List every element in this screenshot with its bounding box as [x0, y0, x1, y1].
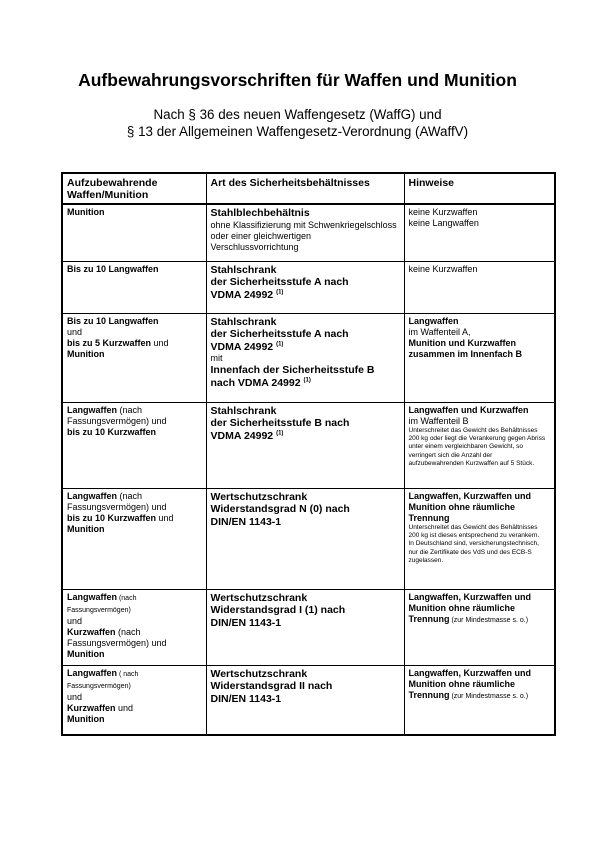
row-2-items: Bis zu 10 Langwaffen: [62, 261, 206, 313]
row-1-items: Munition: [62, 204, 206, 261]
row-1-notes: [404, 204, 555, 261]
row-7-items-and: und: [67, 691, 83, 702]
row-3-container-inner-norm: nach VDMA 24992 $^{(1)}$: [210, 376, 311, 389]
row-6-items-short: Kurzwaffen: [67, 626, 116, 637]
row-5-items-long: Langwaffen: [67, 490, 118, 501]
table-row: [62, 488, 555, 589]
header-items-line-2: Waffen/Munition: [67, 189, 149, 201]
row-4-container: [206, 402, 404, 488]
header-items-line-1: Aufzubewahrende: [67, 177, 158, 189]
row-1-container-type: Stahlblechbehältnis: [210, 207, 310, 219]
row-5-container-norm: DIN/EN 1143-1: [210, 515, 282, 528]
row-6-container-type: Wertschutzschrank: [210, 591, 308, 604]
row-5-note-insurance: In Deutschland sind, versicherungstechnisch, nur die Zertifikate des VdS und des ECB-S zugelassen.: [408, 540, 539, 565]
row-7-items-ammo: Munition: [67, 713, 105, 724]
row-4-note-title: Langwaffen und Kurzwaffen: [408, 404, 529, 415]
footnote-ref: (1): [276, 341, 284, 347]
row-3-note-inner: Munition und Kurzwaffen zusammen im Innenfach B: [408, 337, 523, 359]
row-1-note-1: keine Kurzwaffen: [408, 207, 478, 217]
footnote-ref: (1): [303, 377, 311, 383]
row-6-items-long: Langwaffen: [67, 591, 118, 602]
row-5-notes: [404, 488, 555, 589]
row-5-items: [62, 488, 206, 589]
row-3-items-ammo: Munition: [67, 348, 105, 359]
row-6-items-ammo: Munition: [67, 648, 105, 659]
subtitle-line-1: Nach § 36 des neuen Waffengesetz (WaffG) und: [153, 107, 442, 122]
row-3-note-part: im Waffenteil A,: [408, 326, 471, 337]
row-4-note-part: im Waffenteil B: [408, 415, 469, 426]
row-3-items: [62, 313, 206, 402]
row-3-container-type: Stahlschrank: [210, 315, 277, 328]
row-4-items-short: bis zu 10 Kurzwaffen: [67, 426, 157, 437]
row-1-container-desc: ohne Klassifizierung mit Schwenkriegelschloss oder einer gleichwertigen Verschlussvorrichtung: [210, 219, 397, 252]
row-7-container-grade: Widerstandsgrad II nach: [210, 680, 333, 692]
row-7-items-long: Langwaffen: [67, 667, 118, 678]
row-5-items-short: bis zu 10 Kurzwaffen: [67, 512, 157, 523]
header-container-type: Art des Sicherheitsbehältnisses: [206, 173, 404, 204]
row-5-container-grade: Widerstandsgrad N (0) nach: [210, 503, 350, 515]
row-4-container-norm: VDMA 24992 $^{(1)}$: [210, 429, 284, 442]
row-1-note-2: keine Langwaffen: [408, 218, 479, 228]
row-7-items-and-2: und: [115, 702, 134, 713]
row-3-container-norm: VDMA 24992 $^{(1)}$: [210, 340, 284, 353]
subtitle-line-2: § 13 der Allgemeinen Waffengesetz-Verordnung (AWaffV): [126, 124, 469, 139]
table-row: [62, 313, 555, 402]
row-2-container-type: Stahlschrank: [210, 263, 277, 276]
row-6-items: [62, 589, 206, 665]
header-items: [62, 173, 206, 204]
footnote-ref: (1): [276, 430, 284, 436]
row-4-notes: [404, 402, 555, 488]
row-7-items: [62, 665, 206, 735]
table-row: [62, 204, 555, 261]
row-3-note-long: Langwaffen: [408, 315, 459, 326]
row-3-container-with: mit: [210, 353, 223, 363]
row-6-items-capacity-2: (nach Fassungsvermögen) und: [67, 626, 167, 648]
row-5-note-weight: Unterschreitet das Gewicht des Behältnisses 200 kg ist dieses entsprechend zu verankern.: [408, 523, 540, 539]
row-1-container: [206, 204, 404, 261]
table-row: [62, 402, 555, 488]
row-7-note-mass: (zur Mindestmasse s. o.): [449, 692, 529, 700]
header-notes: Hinweise: [404, 173, 555, 204]
storage-rules-table: [61, 172, 556, 736]
table-row: [62, 665, 555, 735]
row-5-container-type: Wertschutzschrank: [210, 490, 308, 503]
table-row: [62, 261, 555, 313]
row-3-container: [206, 313, 404, 402]
footnote-ref: (1): [276, 289, 284, 295]
row-2-container-norm: VDMA 24992 $^{(1)}$: [210, 288, 284, 301]
table-row: [62, 589, 555, 665]
row-5-items-ammo: Munition: [67, 523, 105, 534]
row-4-container-type: Stahlschrank: [210, 404, 277, 417]
row-2-container: [206, 261, 404, 313]
row-7-items-short: Kurzwaffen: [67, 702, 116, 713]
row-6-container: [206, 589, 404, 665]
row-5-items-capacity: (nach Fassungsvermögen) und: [67, 490, 167, 512]
row-6-note-title: Langwaffen, Kurzwaffen und Munition ohne räumliche Trennung: [408, 591, 531, 624]
row-6-container-grade: Widerstandsgrad I (1) nach: [210, 604, 346, 616]
row-6-items-capacity: (nach Fassungsvermögen): [67, 594, 137, 614]
row-4-items-capacity: (nach Fassungsvermögen) und: [67, 404, 167, 426]
row-3-container-level: der Sicherheitsstufe A nach: [210, 328, 349, 340]
row-3-items-long: Bis zu 10 Langwaffen: [67, 315, 159, 326]
row-7-container-type: Wertschutzschrank: [210, 667, 308, 680]
row-4-container-level: der Sicherheitsstufe B nach: [210, 417, 350, 429]
row-4-note-weight: Unterschreitet das Gewicht des Behältnisses 200 kg oder liegt die Verankerung gegen Abriss unter einem vergleichbaren Gewicht, so verringert sich die Anzahl der aufzubewahrenden Kurzwaffen auf 5 Stück.: [408, 426, 546, 468]
row-6-notes: [404, 589, 555, 665]
row-3-items-and-2: und: [151, 337, 169, 348]
row-2-container-level: der Sicherheitsstufe A nach: [210, 276, 349, 288]
document-title: Aufbewahrungsvorschriften für Waffen und Munition: [78, 70, 517, 90]
row-5-note-title: Langwaffen, Kurzwaffen und Munition ohne räumliche Trennung: [408, 490, 531, 523]
row-7-container: [206, 665, 404, 735]
row-3-container-inner: Innenfach der Sicherheitsstufe B: [210, 364, 375, 376]
row-5-container: [206, 488, 404, 589]
row-7-items-capacity: ( nach Fassungsvermögen): [67, 670, 139, 690]
row-6-container-norm: DIN/EN 1143-1: [210, 616, 282, 629]
row-3-items-short: bis zu 5 Kurzwaffen: [67, 337, 152, 348]
row-7-note-title: Langwaffen, Kurzwaffen und Munition ohne räumliche Trennung: [408, 667, 531, 700]
table-header-row: [62, 173, 555, 204]
row-7-container-norm: DIN/EN 1143-1: [210, 692, 282, 705]
row-6-items-and: und: [67, 615, 83, 626]
row-4-items: [62, 402, 206, 488]
row-7-notes: [404, 665, 555, 735]
row-3-items-and: und: [67, 326, 83, 337]
row-6-note-mass: (zur Mindestmasse s. o.): [449, 616, 529, 624]
row-4-items-long: Langwaffen: [67, 404, 118, 415]
row-3-notes: [404, 313, 555, 402]
row-5-items-and: und: [156, 512, 174, 523]
row-2-notes: keine Kurzwaffen: [404, 261, 555, 313]
